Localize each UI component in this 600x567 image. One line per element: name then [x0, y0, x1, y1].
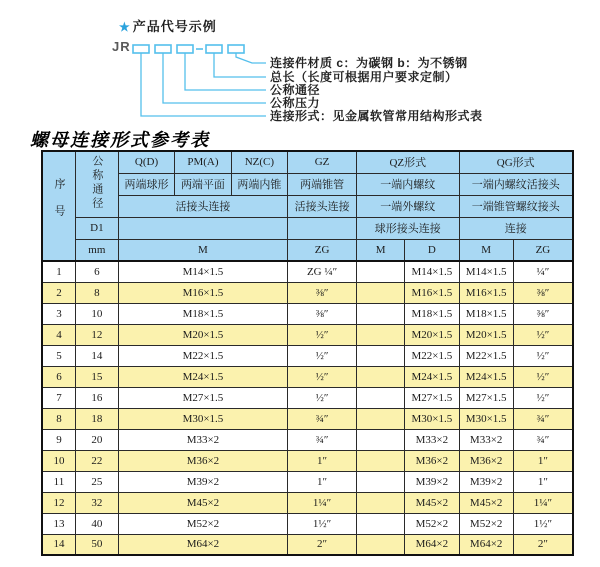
cell-qg-zg: ½″ — [513, 324, 573, 345]
header-qg-m: M — [459, 239, 513, 261]
table-row — [42, 492, 573, 513]
cell-qz-d: M39×2 — [405, 471, 459, 492]
cell-m-thread: M36×2 — [118, 450, 287, 471]
header-qz-m: M — [357, 239, 405, 261]
cell-mm: 20 — [75, 429, 118, 450]
cell-qz-m — [357, 387, 405, 408]
cell-qg-m: M16×1.5 — [459, 282, 513, 303]
cell-qz-m — [357, 429, 405, 450]
table-row — [42, 408, 573, 429]
code-box — [133, 45, 149, 53]
cell-mm: 10 — [75, 303, 118, 324]
cell-seq: 1 — [42, 261, 75, 282]
cell-qz-d: M18×1.5 — [405, 303, 459, 324]
cell-seq: 8 — [42, 408, 75, 429]
cell-seq: 12 — [42, 492, 75, 513]
cell-m-thread: M52×2 — [118, 513, 287, 534]
cell-gz-zg: ⅜″ — [288, 282, 357, 303]
cell-m-thread: M27×1.5 — [118, 387, 287, 408]
header-q-desc: 两端球形 — [118, 173, 174, 195]
cell-qg-m: M36×2 — [459, 450, 513, 471]
connector-lines — [141, 53, 266, 116]
cell-qz-m — [357, 324, 405, 345]
cell-mm: 15 — [75, 366, 118, 387]
cell-qg-zg: 1″ — [513, 450, 573, 471]
cell-qz-m — [357, 408, 405, 429]
table-row — [42, 345, 573, 366]
cell-m-thread: M45×2 — [118, 492, 287, 513]
cell-qg-m: M20×1.5 — [459, 324, 513, 345]
cell-mm: 22 — [75, 450, 118, 471]
cell-mm: 18 — [75, 408, 118, 429]
header-qz-desc-top: 一端内螺纹 — [357, 173, 459, 195]
cell-gz-zg: ZG ¼″ — [288, 261, 357, 282]
cell-qg-m: M45×2 — [459, 492, 513, 513]
cell-qz-m — [357, 261, 405, 282]
cell-qz-m — [357, 513, 405, 534]
header-pm-desc: 两端平面 — [175, 173, 231, 195]
cell-gz-zg: ¾″ — [288, 408, 357, 429]
cell-gz-zg: ¾″ — [288, 429, 357, 450]
cell-qg-zg: 1″ — [513, 471, 573, 492]
cell-mm: 25 — [75, 471, 118, 492]
cell-qz-m — [357, 345, 405, 366]
cell-qg-zg: ½″ — [513, 345, 573, 366]
cell-qz-m — [357, 366, 405, 387]
diagram-label-diameter: 公称通径 — [270, 83, 321, 97]
cell-seq: 3 — [42, 303, 75, 324]
header-col-pm: PM(A) — [175, 151, 231, 173]
table-row — [42, 387, 573, 408]
code-box — [206, 45, 222, 53]
cell-m-thread: M39×2 — [118, 471, 287, 492]
cell-mm: 32 — [75, 492, 118, 513]
code-box — [177, 45, 193, 53]
header-qg-desc-bottom: 一端锥管螺纹接头 — [459, 195, 573, 217]
table-row — [42, 471, 573, 492]
table-row — [42, 513, 573, 534]
cell-qg-zg: ¾″ — [513, 429, 573, 450]
header-qg-desc-top: 一端内螺纹活接头 — [459, 173, 573, 195]
cell-qg-zg: ½″ — [513, 366, 573, 387]
cell-seq: 2 — [42, 282, 75, 303]
header-nz-desc: 两端内锥 — [231, 173, 287, 195]
header-m-thread: M — [118, 239, 287, 261]
cell-gz-zg: ⅜″ — [288, 303, 357, 324]
cell-qg-m: M33×2 — [459, 429, 513, 450]
cell-mm: 40 — [75, 513, 118, 534]
cell-seq: 9 — [42, 429, 75, 450]
cell-qg-zg: 1½″ — [513, 513, 573, 534]
cell-qg-m: M27×1.5 — [459, 387, 513, 408]
cell-qz-d: M27×1.5 — [405, 387, 459, 408]
nut-connection-table — [41, 150, 574, 556]
cell-seq: 10 — [42, 450, 75, 471]
table-row — [42, 450, 573, 471]
cell-seq: 11 — [42, 471, 75, 492]
cell-mm: 6 — [75, 261, 118, 282]
header-d1: D1 — [75, 217, 118, 239]
cell-m-thread: M14×1.5 — [118, 261, 287, 282]
cell-qz-m — [357, 303, 405, 324]
table-row — [42, 324, 573, 345]
header-col-q: Q(D) — [118, 151, 174, 173]
table-row — [42, 261, 573, 282]
cell-gz-zg: ½″ — [288, 387, 357, 408]
header-col-qg: QG形式 — [459, 151, 573, 173]
cell-m-thread: M20×1.5 — [118, 324, 287, 345]
cell-gz-zg: ½″ — [288, 366, 357, 387]
cell-m-thread: M33×2 — [118, 429, 287, 450]
cell-qg-m: M64×2 — [459, 534, 513, 555]
code-boxes — [133, 45, 244, 53]
diagram-label-length: 总长（长度可根据用户要求定制） — [270, 70, 458, 84]
header-empty-gz — [288, 217, 357, 239]
code-prefix: JR — [112, 39, 131, 54]
cell-qg-m: M14×1.5 — [459, 261, 513, 282]
cell-qg-zg: ¾″ — [513, 408, 573, 429]
cell-seq: 4 — [42, 324, 75, 345]
cell-m-thread: M16×1.5 — [118, 282, 287, 303]
cell-gz-zg: ½″ — [288, 324, 357, 345]
cell-qz-d: M24×1.5 — [405, 366, 459, 387]
cell-m-thread: M24×1.5 — [118, 366, 287, 387]
diagram-title — [119, 16, 217, 35]
cell-qz-d: M20×1.5 — [405, 324, 459, 345]
header-qg-zg: ZG — [513, 239, 573, 261]
cell-qz-m — [357, 471, 405, 492]
header-col-gz: GZ — [288, 151, 357, 173]
diagram-label-connection: 连接形式：见金属软管常用结构形式表 — [270, 109, 483, 123]
diagram-label-pressure: 公称压力 — [270, 96, 321, 110]
cell-gz-zg: 1½″ — [288, 513, 357, 534]
cell-gz-zg: 2″ — [288, 534, 357, 555]
header-qz-d: D — [405, 239, 459, 261]
header-zg-thread: ZG — [288, 239, 357, 261]
cell-qz-d: M36×2 — [405, 450, 459, 471]
table-title: 螺母连接形式参考表 — [30, 130, 210, 151]
cell-gz-zg: 1¼″ — [288, 492, 357, 513]
header-nominal-diameter: 公称通径 — [75, 151, 118, 217]
cell-mm: 12 — [75, 324, 118, 345]
cell-qg-m: M24×1.5 — [459, 366, 513, 387]
table-body — [42, 261, 573, 555]
cell-gz-zg: ½″ — [288, 345, 357, 366]
header-seq: 序号 — [42, 151, 75, 261]
cell-qz-m — [357, 534, 405, 555]
cell-qz-m — [357, 450, 405, 471]
cell-gz-zg: 1″ — [288, 471, 357, 492]
table-row — [42, 303, 573, 324]
header-qz-desc-bottom: 一端外螺纹 — [357, 195, 459, 217]
header-gz-desc: 两端锥管 — [288, 173, 357, 195]
cell-qg-zg: ½″ — [513, 387, 573, 408]
header-col-qz: QZ形式 — [357, 151, 459, 173]
table-row — [42, 534, 573, 555]
cell-qz-d: M16×1.5 — [405, 282, 459, 303]
header-qg-connection: 连接 — [459, 217, 573, 239]
cell-mm: 50 — [75, 534, 118, 555]
cell-qg-zg: ⅜″ — [513, 282, 573, 303]
diagram-title-text: 产品代号示例 — [132, 19, 217, 34]
cell-qz-m — [357, 492, 405, 513]
cell-seq: 7 — [42, 387, 75, 408]
cell-m-thread: M64×2 — [118, 534, 287, 555]
cell-qz-m — [357, 282, 405, 303]
cell-qz-d: M22×1.5 — [405, 345, 459, 366]
cell-seq: 6 — [42, 366, 75, 387]
header-empty-left — [118, 217, 287, 239]
cell-mm: 16 — [75, 387, 118, 408]
cell-qz-d: M14×1.5 — [405, 261, 459, 282]
code-box — [155, 45, 171, 53]
cell-qz-d: M33×2 — [405, 429, 459, 450]
cell-mm: 14 — [75, 345, 118, 366]
cell-qz-d: M52×2 — [405, 513, 459, 534]
cell-seq: 14 — [42, 534, 75, 555]
header-gz-connection: 活接头连接 — [288, 195, 357, 217]
header-qz-connection: 球形接头连接 — [357, 217, 459, 239]
cell-mm: 8 — [75, 282, 118, 303]
table-row — [42, 366, 573, 387]
diagram-label-material: 连接件材质 c：为碳钢 b：为不锈钢 — [270, 56, 468, 70]
header-union-connection: 活接头连接 — [118, 195, 287, 217]
cell-qg-m: M52×2 — [459, 513, 513, 534]
table-header — [42, 151, 573, 261]
cell-gz-zg: 1″ — [288, 450, 357, 471]
star-icon: ★ — [119, 20, 131, 34]
header-mm: mm — [75, 239, 118, 261]
table-row — [42, 282, 573, 303]
cell-qg-zg: 2″ — [513, 534, 573, 555]
cell-qz-d: M45×2 — [405, 492, 459, 513]
cell-qg-zg: 1¼″ — [513, 492, 573, 513]
cell-qg-zg: ¼″ — [513, 261, 573, 282]
cell-m-thread: M22×1.5 — [118, 345, 287, 366]
header-col-nz: NZ(C) — [231, 151, 287, 173]
code-box — [228, 45, 244, 53]
cell-m-thread: M30×1.5 — [118, 408, 287, 429]
cell-m-thread: M18×1.5 — [118, 303, 287, 324]
cell-qz-d: M64×2 — [405, 534, 459, 555]
cell-qg-m: M39×2 — [459, 471, 513, 492]
cell-seq: 13 — [42, 513, 75, 534]
cell-qg-m: M18×1.5 — [459, 303, 513, 324]
cell-qg-m: M22×1.5 — [459, 345, 513, 366]
cell-qz-d: M30×1.5 — [405, 408, 459, 429]
cell-qg-zg: ⅜″ — [513, 303, 573, 324]
table-row — [42, 429, 573, 450]
cell-qg-m: M30×1.5 — [459, 408, 513, 429]
cell-seq: 5 — [42, 345, 75, 366]
